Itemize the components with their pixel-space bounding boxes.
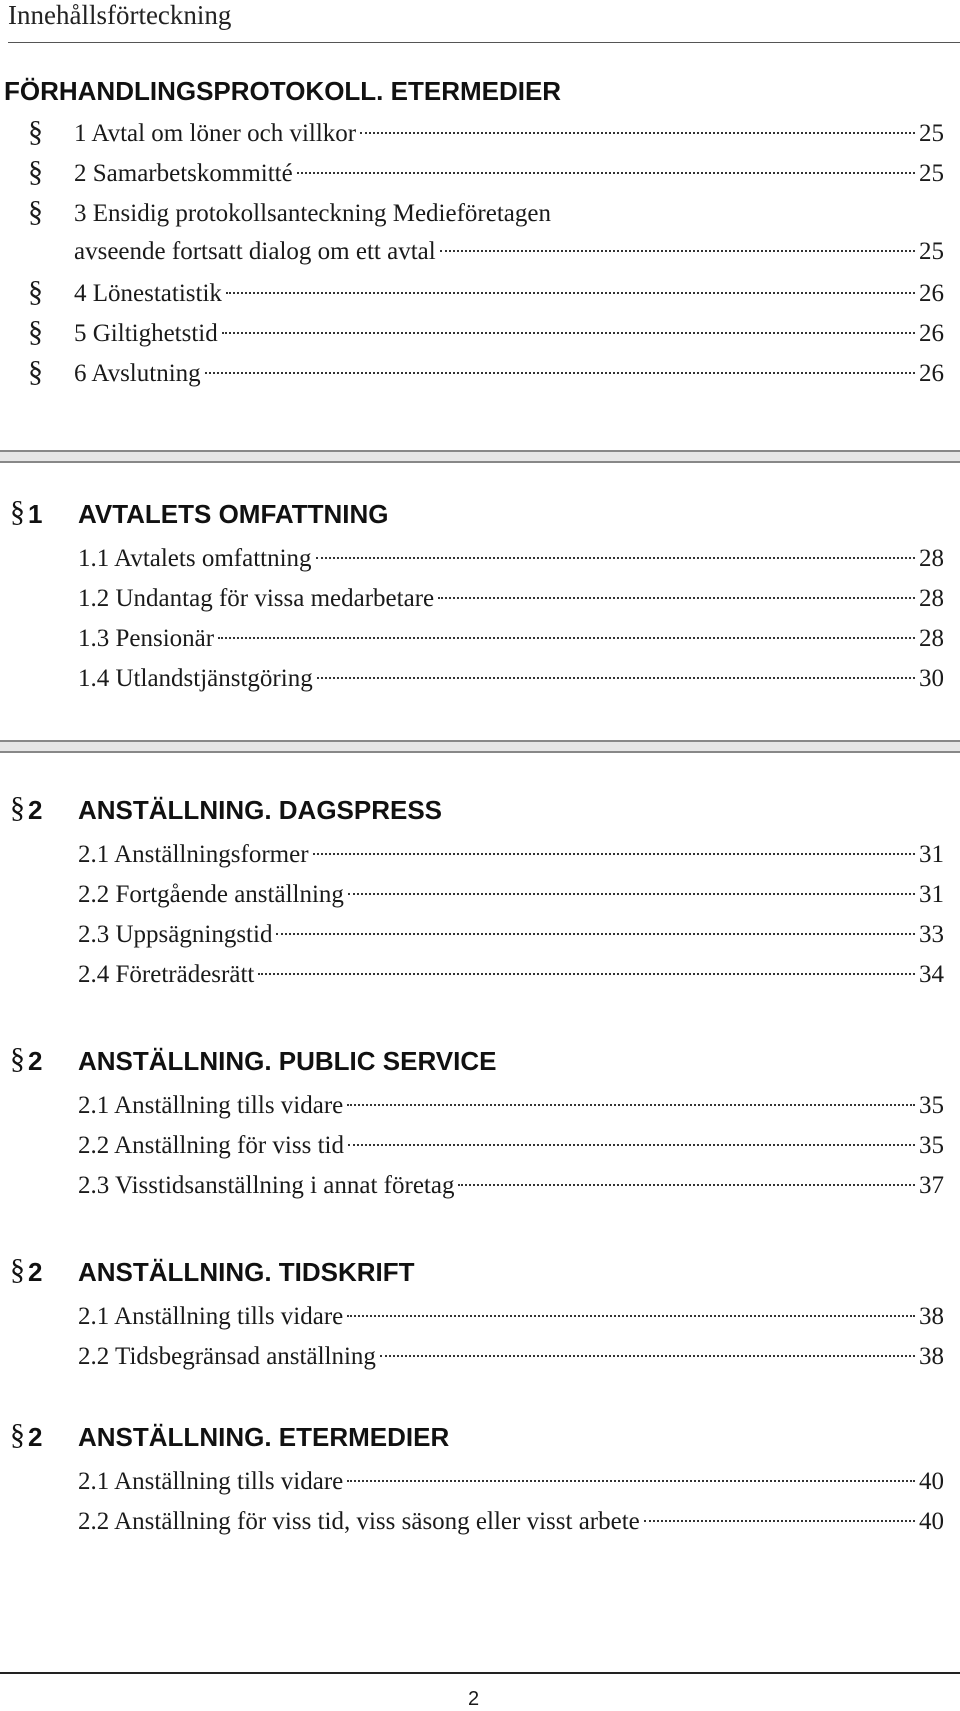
dot-leader [360,131,915,134]
toc-entry[interactable] [78,1462,944,1502]
section-title: ANSTÄLLNING. TIDSKRIFT [78,1257,415,1287]
toc-entry-text: 2 Samarbetskommitté [74,160,293,187]
dot-leader [313,852,915,855]
dot-leader [348,892,915,895]
toc-entry[interactable] [78,1166,944,1206]
toc-entry[interactable] [78,619,944,659]
toc-page-number: 31 [919,881,944,908]
toc-entry[interactable] [78,915,944,955]
footer-divider [0,1672,960,1674]
toc-page-number: 35 [919,1092,944,1119]
toc-page-number: 28 [919,625,944,652]
dot-leader [440,249,915,252]
title-divider [8,42,960,43]
toc-page-number: 25 [919,238,944,265]
toc-entry-text: 2.1 Anställning tills vidare [78,1468,344,1495]
section-title: ANSTÄLLNING. PUBLIC SERVICE [78,1046,497,1076]
toc-entry[interactable] [78,875,944,915]
toc-entry-text: 2.2 Tidsbegränsad anställning [78,1343,376,1370]
paragraph-symbol: § [10,495,25,528]
section-number: 2 [28,1257,43,1287]
toc-entry[interactable] [28,112,944,152]
toc-entry-text: 2.1 Anställningsformer [78,841,309,868]
paragraph-symbol: § [28,115,43,148]
toc-entry[interactable] [78,955,944,995]
toc-page-number: 25 [919,120,944,147]
toc-entry-text: 2.1 Anställning tills vidare [78,1092,344,1119]
paragraph-symbol: § [28,315,43,348]
dot-leader [276,932,915,935]
section-separator [0,740,960,753]
dot-leader [316,556,915,559]
toc-page-number: 26 [919,360,944,387]
dot-leader [297,171,915,174]
toc-entry[interactable] [78,1337,944,1377]
section-separator [0,450,960,463]
toc-page-number: 38 [919,1343,944,1370]
toc-entry[interactable] [78,1086,944,1126]
section-number: 2 [28,795,43,825]
paragraph-symbol: § [28,155,43,188]
section-title: AVTALETS OMFATTNING [78,499,389,529]
toc-entry[interactable] [78,659,944,699]
toc-page-number: 40 [919,1508,944,1535]
dot-leader [205,371,915,374]
dot-leader [347,1479,915,1482]
section-number: 2 [28,1422,43,1452]
page-number: 2 [468,1688,480,1710]
dot-leader [644,1519,915,1522]
toc-page-number: 28 [919,545,944,572]
toc-page-number: 35 [919,1132,944,1159]
toc-entry-text: 2.1 Anställning tills vidare [78,1303,344,1330]
toc-entry-text: 6 Avslutning [74,360,201,387]
toc-entry[interactable] [28,152,944,192]
dot-leader [222,331,915,334]
toc-entry[interactable] [28,312,944,352]
toc-entry-text: 1.4 Utlandstjänstgöring [78,665,313,692]
paragraph-symbol: § [10,791,25,824]
toc-entry-text: 1 Avtal om löner och villkor [74,120,357,147]
section-title: FÖRHANDLINGSPROTOKOLL. ETERMEDIER [4,76,562,106]
toc-entry-text: 2.4 Företrädesrätt [78,961,255,988]
toc-entry-text: 2.2 Anställning för viss tid [78,1132,344,1159]
toc-page-number: 26 [919,320,944,347]
dot-leader [218,636,915,639]
dot-leader [317,676,915,679]
section-heading-protocol [0,70,960,110]
toc-entry[interactable] [28,272,944,312]
section-heading-2-tidskrift [0,1251,960,1291]
section-heading-1 [0,493,960,533]
section-heading-2-dagspress [0,789,960,829]
toc-entry[interactable] [78,1297,944,1337]
toc-entry[interactable] [78,835,944,875]
section-title: ANSTÄLLNING. DAGSPRESS [78,795,443,825]
section-title: ANSTÄLLNING. ETERMEDIER [78,1422,450,1452]
paragraph-symbol: § [28,355,43,388]
toc-page-number: 40 [919,1468,944,1495]
toc-entry-text: 2.2 Fortgående anställning [78,881,344,908]
dot-leader [347,1314,915,1317]
toc-entry-text: 5 Giltighetstid [74,320,218,347]
toc-entry-continuation[interactable] [74,232,944,272]
toc-entry-text: 2.2 Anställning för viss tid, viss säsong eller visst arbete [78,1508,640,1535]
toc-page-number: 38 [919,1303,944,1330]
section-heading-2-public-service [0,1040,960,1080]
paragraph-symbol: § [28,195,43,228]
dot-leader [347,1103,915,1106]
toc-page-number: 31 [919,841,944,868]
dot-leader [226,291,915,294]
toc-entry-text: 4 Lönestatistik [74,280,222,307]
toc-entry[interactable] [78,579,944,619]
toc-entry-text: 2.3 Visstidsanställning i annat företag [78,1172,455,1199]
toc-page-number: 33 [919,921,944,948]
toc-page-number: 37 [919,1172,944,1199]
toc-entry[interactable] [28,352,944,392]
toc-page-number: 25 [919,160,944,187]
paragraph-symbol: § [10,1418,25,1451]
paragraph-symbol: § [10,1042,25,1075]
dot-leader [380,1354,915,1357]
toc-entry[interactable] [78,1126,944,1166]
paragraph-symbol: § [10,1253,25,1286]
page-title: Innehållsförteckning [8,0,232,30]
paragraph-symbol: § [28,275,43,308]
toc-page-number: 26 [919,280,944,307]
toc-entry-text: avseende fortsatt dialog om ett avtal [74,238,436,265]
toc-page-number: 30 [919,665,944,692]
toc-page-number: 34 [919,961,944,988]
toc-entry-text: 1.1 Avtalets omfattning [78,545,312,572]
toc-entry-text: 1.3 Pensionär [78,625,215,652]
toc-entry[interactable] [78,1502,944,1542]
toc-entry-text: 2.3 Uppsägningstid [78,921,273,948]
dot-leader [458,1183,915,1186]
toc-entry-text: 3 Ensidig protokollsanteckning Medieföretagen [74,200,551,227]
toc-entry-text: 1.2 Undantag för vissa medarbetare [78,585,435,612]
toc-entry[interactable] [78,539,944,579]
dot-leader [258,972,915,975]
section-number: 2 [28,1046,43,1076]
dot-leader [348,1143,915,1146]
toc-entry-first-line[interactable] [28,192,944,232]
section-number: 1 [28,499,43,529]
toc-page-number: 28 [919,585,944,612]
section-heading-2-etermedier [0,1416,960,1456]
dot-leader [438,596,915,599]
